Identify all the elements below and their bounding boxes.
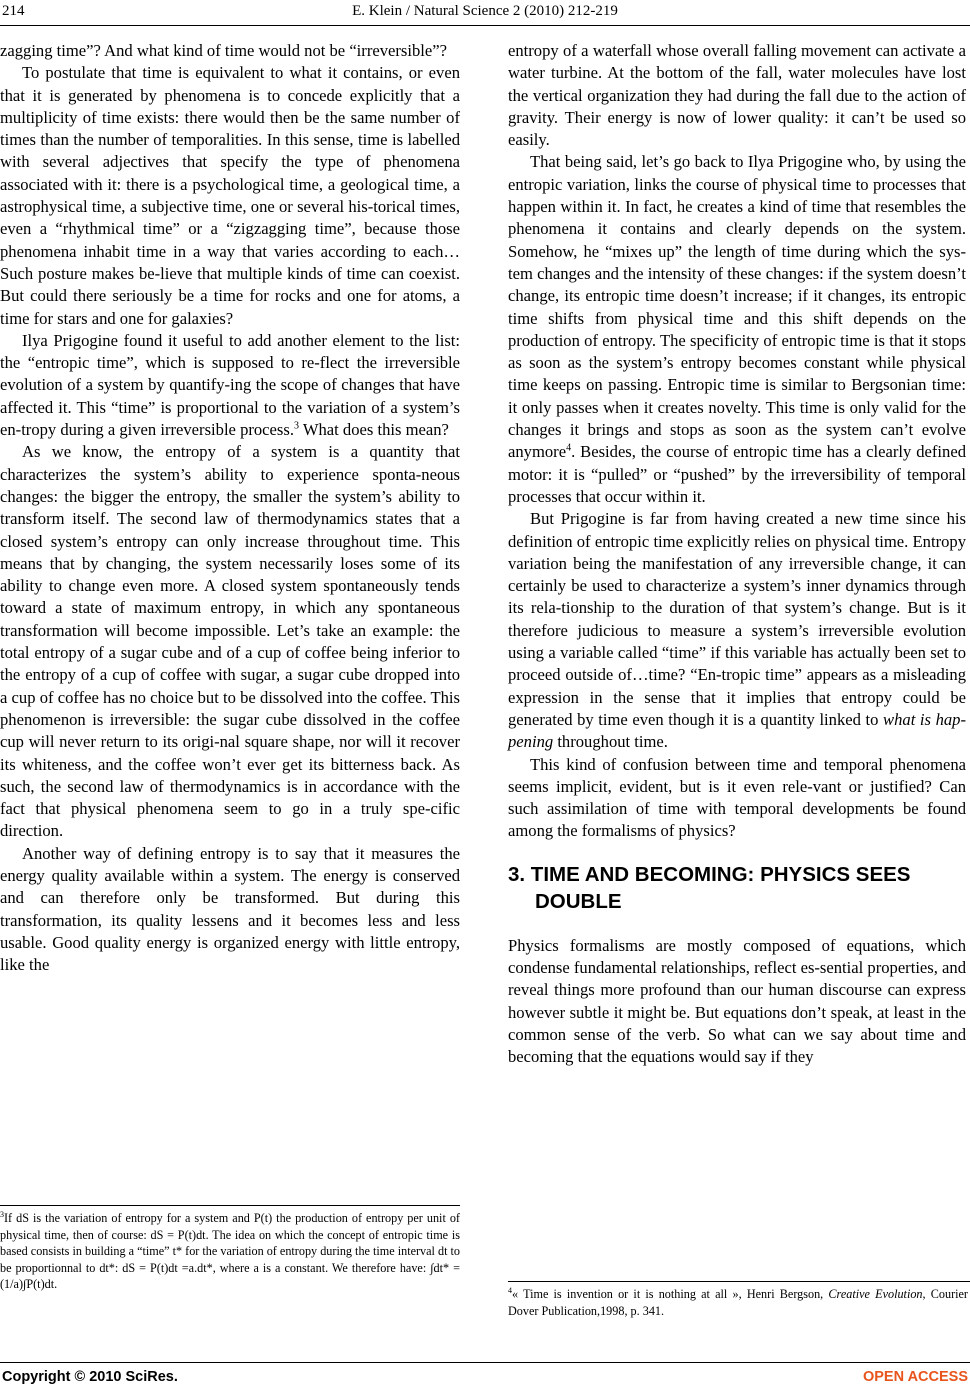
footnote-rule <box>508 1281 970 1282</box>
paragraph: Another way of defining entropy is to say that it measures the energy quality available within a system. The energy is conserved and can therefore only be transformed. But during this transformation, its quality lessens and it becomes less and less usable. Good quality energy is organized energy with little entropy, like the <box>0 843 460 975</box>
footnote-4: $^4$« Time is invention or it is nothing at all », Henri Bergson, Creative Evolution, Courier Dover Publication,1998, p. 341. <box>508 1285 968 1318</box>
paragraph: But Prigogine is far from having created a new time since his definition of entropic time explicitly relies on physical time. Entropy variation being the manifestation of any irreversible change, it can certainly be used to characterize a system’s inner dynamics through its rela-tionship to the duration of that system’s change. But is it therefore judicious to measure a system’s irreversible evolution using a variable called “time” if this variable has actually been set to proceed outside of…time? “En-tropic time” appears as a misleading expression in the sense that it implies that entropy could be generated by time even though it is a quantity linked to what is hap-pening throughout time. <box>508 509 966 752</box>
paragraph: That being said, let’s go back to Ilya Prigogine who, by using the entropic variation, links the course of physical time to processes that happen within it. In fact, he creates a kind of time that resembles the phenomena it contains and clearly depends on the system. Somehow, he “mixes up” the length of time during which the sys-tem changes and the intensity of these changes: if the system doesn’t change, its entropic time doesn’t increase; if it changes, its entropic time shifts from physical time and this shift depends on the production of entropy. The specificity of entropic time is that it stops as soon as the system’s entropy becomes constant while physical time keeps on passing. Entropic time is similar to Bergsonian time: it only passes when it creates novelty. This time is only valid for the changes it brings and stops as soon as the system can’t evolve anymore$^4$. Besides, the course of entropic time has a clearly defined motor: it is “pulled” or “pushed” by the irreversibility of temporal processes that occur within it. <box>508 152 966 506</box>
footnote-ref[interactable]: 3 <box>293 420 299 432</box>
page-header <box>0 0 970 26</box>
page-footer <box>0 1362 970 1386</box>
section-heading: 3. TIME AND BECOMING: PHYSICS SEES DOUBLE <box>508 862 911 913</box>
copyright-notice: Copyright © 2010 SciRes. <box>2 1369 178 1385</box>
left-column <box>0 40 460 976</box>
open-access-label[interactable]: OPEN ACCESS <box>862 1369 968 1385</box>
page-number: 214 <box>2 3 25 19</box>
header-rule <box>0 25 970 26</box>
running-head: E. Klein / Natural Science 2 (2010) 212-219 <box>352 3 618 19</box>
paragraph: zagging time”? And what kind of time would not be “irreversible”? <box>0 41 447 60</box>
paragraph: To postulate that time is equivalent to what it contains, or even that it is generated by phenomena is to concede explicitly that a multiplicity of time exists: there would then be the same number of times than the number of temporalities. In this sense, time is labelled with several adjectives that specify the type of phenomena associated with it: there is a psychological time, a geological time, a astrophysical time, a subjective time, one or several his-torical times, even a “rhythmical time” or a “zigzagging time”, because those phenomena inhabit time in a way that varies according to each… Such posture makes be-lieve that multiple kinds of time can coexist. But could there seriously be a time for rocks and one for atoms, a time for stars and one for galaxies? <box>0 63 460 328</box>
paragraph: This kind of confusion between time and temporal phenomena seems implicit, evident, but is it even rele-vant or justified? Can such assimilation of time with temporal developments be found among the formalisms of physics? <box>508 754 966 841</box>
footnote-rule <box>0 1205 460 1206</box>
footnote-ref[interactable]: 4 <box>566 442 572 454</box>
paragraph: Physics formalisms are mostly composed of equations, which condense fundamental relationships, reflect es-sential properties, and reveal things more profound than our human discourse can express however subtle it might be. But equations don’t speak, at least in the common sense of the verb. So what can we say about time and becoming that the equations would say if they <box>508 935 967 1067</box>
right-column <box>508 40 966 1068</box>
footnote-mark: 3 <box>0 1209 4 1219</box>
footnote-mark: 4 <box>508 1285 512 1295</box>
footnote-3: $^3$If dS is the variation of entropy for a system and P(t) the production of entropy per unit of physical time, then of course: dS = P(t)dt. The idea on which the concept of entropic time is based consists in building a “time” t* for the variation of entropy during the time interval dt to be proportionnal to dt*: dS = P(t)dt =a.dt*, where a is a constant. We therefore have: ∫dt* = (1/a)∫P(t)dt. <box>0 1209 460 1292</box>
paragraph: As we know, the entropy of a system is a quantity that characterizes the system’s ability to experience sponta-neous changes: the bigger the entropy, the smaller the system’s ability to transform itself. The second law of thermodynamics states that a closed system’s entropy can only increase throughout time. This means that by changing, the system necessarily loses some of its ability to change even more. A closed system spontaneously tends toward a state of maximum entropy, in which any spontaneous transformation will become impossible. Let’s take an example: the total entropy of a sugar cube and of a cup of coffee being inferior to the entropy of a cup of coffee with sugar, a sugar cube dropped into a cup of coffee has no choice but to be dissolved into the coffee. This phenomenon is irreversible: the sugar cube dissolved in the coffee cup will never return to its origi-nal square shape, nor will it recover its whiteness, and the coffee won’t ever get its bitterness back. As such, the second law of thermodynamics is in accordance with the fact that physical phenomena seem to go in a truly spe-cific direction. <box>0 442 460 841</box>
paragraph: entropy of a waterfall whose overall falling movement can activate a water turbine. At the bottom of the fall, water molecules have lost the vertical organization they had during the fall due to the action of gravity. Their energy is now of lower quality: it can’t be used so easily. <box>508 41 966 150</box>
paragraph: Ilya Prigogine found it useful to add another element to the list: the “entropic time”, which is supposed to re-flect the irreversible evolution of a system by quantify-ing the scope of changes that have affected it. This “time” is proportional to the variation of a system’s en-tropy during a given irreversible process.$^3$ What does this mean? <box>0 330 460 440</box>
footer-rule <box>0 1362 970 1363</box>
